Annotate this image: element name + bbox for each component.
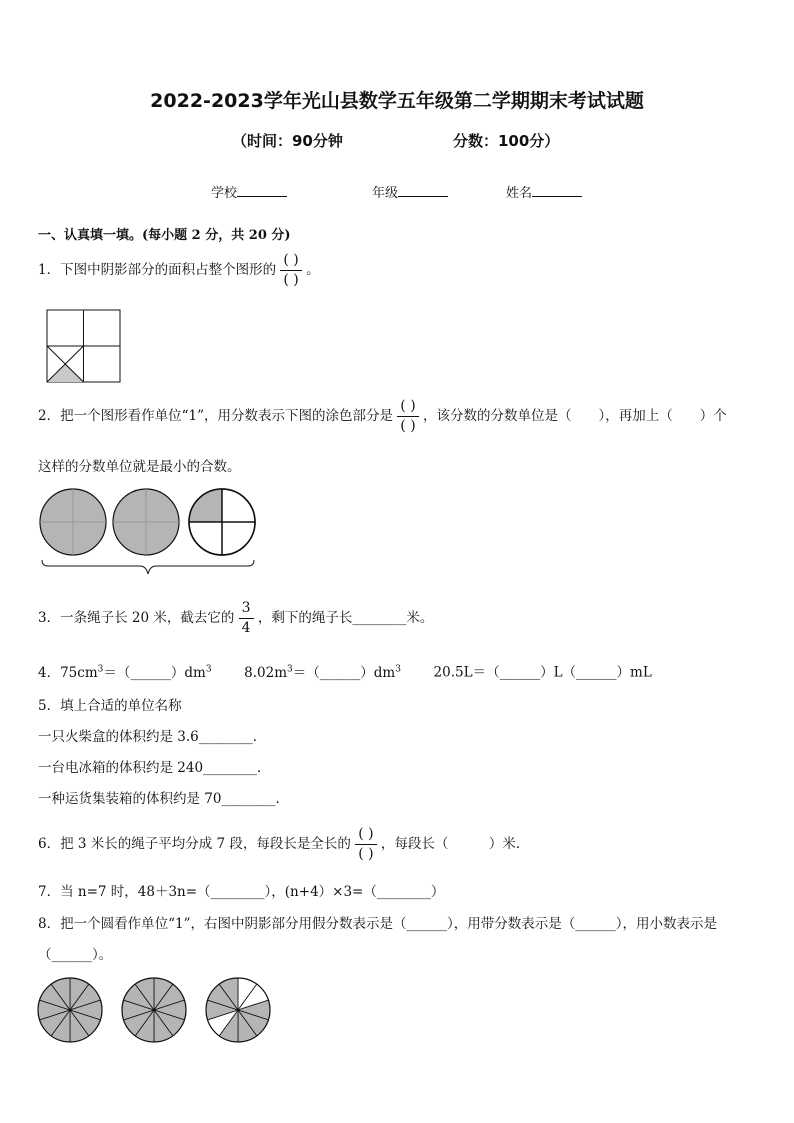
q3-numerator: 3 bbox=[241, 600, 251, 616]
question-4 bbox=[38, 659, 652, 683]
q4-part-2[interactable]: $8.02m^3=(\_\_\_\_\_\_)dm^3$ bbox=[244, 664, 401, 681]
name-field bbox=[506, 182, 582, 201]
q2-denominator[interactable]: ( ) bbox=[400, 418, 416, 434]
name-label: 姓名 bbox=[506, 186, 533, 201]
q5-title: 5．填上合适的单位名称 bbox=[38, 698, 182, 714]
q1-denominator[interactable]: ( ) bbox=[283, 272, 299, 288]
q6-fraction bbox=[355, 826, 376, 863]
q1-suffix: 。 bbox=[306, 262, 320, 278]
q2-suffix: ，该分数的分数单位是（ ），再加上（ ）个 bbox=[422, 408, 727, 424]
question-6 bbox=[38, 826, 529, 863]
q2-circle-1 bbox=[40, 489, 106, 555]
q2-numerator[interactable]: ( ) bbox=[400, 398, 416, 414]
q4-part-3[interactable]: 20.5L＝（______）L（______）mL bbox=[433, 664, 652, 681]
q8-circles-figure bbox=[36, 976, 272, 1048]
q1-fraction bbox=[280, 252, 301, 289]
grade-field bbox=[372, 182, 448, 201]
q3-text: 3．一条绳子长 20 米，截去它的 bbox=[38, 610, 235, 626]
q2-fraction bbox=[397, 398, 418, 435]
page-title: 2022-2023学年光山县数学五年级第二学期期末考试试题 bbox=[150, 90, 644, 112]
q2-text: 2．把一个图形看作单位“1”，用分数表示下图的涂色部分是 bbox=[38, 408, 393, 424]
q1-text: 1．下图中阴影部分的面积占整个图形的 bbox=[38, 262, 277, 278]
q8-line-2[interactable]: （______）。 bbox=[38, 947, 113, 963]
q6-numerator[interactable]: ( ) bbox=[358, 826, 374, 842]
q8-circle-2 bbox=[122, 978, 186, 1042]
school-field bbox=[211, 182, 287, 201]
q2-line-2: 这样的分数单位就是最小的合数。 bbox=[38, 459, 241, 475]
question-7[interactable]: 7．当 n=7 时，48＋3n=（________），(n+4）×3=（________） bbox=[38, 884, 445, 900]
q6-text: 6．把 3 米长的绳子平均分成 7 段，每段长是全长的 bbox=[38, 836, 351, 852]
q4-part-1[interactable]: 4．$75cm^3=(\_\_\_\_\_\_)dm^3$ bbox=[38, 664, 212, 681]
question-3 bbox=[38, 600, 433, 637]
section-1-heading: 一、认真填一填。(每小题 2 分，共 20 分) bbox=[38, 228, 291, 243]
q2-circle-3 bbox=[189, 489, 255, 555]
question-8[interactable]: 8．把一个圆看作单位“1”，右图中阴影部分用假分数表示是（______），用带分数表示是（______），用小数表示是 bbox=[38, 916, 717, 932]
q6-suffix: ，每段长（ ）米． bbox=[380, 836, 530, 852]
q5-line-1[interactable]: 一只火柴盒的体积约是 3.6________． bbox=[38, 729, 267, 745]
grade-label: 年级 bbox=[372, 186, 399, 201]
q3-suffix: ，剩下的绳子长________米。 bbox=[257, 610, 434, 626]
question-1 bbox=[38, 252, 320, 289]
q2-circle-2 bbox=[113, 489, 179, 555]
q1-shaded-triangle bbox=[47, 364, 84, 382]
q3-denominator: 4 bbox=[241, 620, 251, 636]
exam-score: 分数：100分） bbox=[453, 132, 560, 150]
exam-time: （时间：90分钟 bbox=[232, 132, 343, 150]
school-blank[interactable] bbox=[237, 184, 287, 197]
q5-line-3[interactable]: 一种运货集装箱的体积约是 70________． bbox=[38, 791, 289, 807]
name-blank[interactable] bbox=[532, 184, 582, 197]
school-label: 学校 bbox=[211, 186, 238, 201]
q2-brace bbox=[42, 560, 254, 574]
q8-circle-1 bbox=[38, 978, 102, 1042]
q3-fraction bbox=[239, 600, 254, 637]
grade-blank[interactable] bbox=[398, 184, 448, 197]
question-2 bbox=[38, 398, 727, 435]
q1-grid-figure bbox=[46, 309, 122, 384]
q2-circles-figure bbox=[36, 486, 260, 578]
q8-circle-3 bbox=[206, 978, 270, 1042]
q5-line-2[interactable]: 一台电冰箱的体积约是 240________． bbox=[38, 760, 271, 776]
q1-numerator[interactable]: ( ) bbox=[283, 252, 299, 268]
q6-denominator[interactable]: ( ) bbox=[358, 846, 374, 862]
